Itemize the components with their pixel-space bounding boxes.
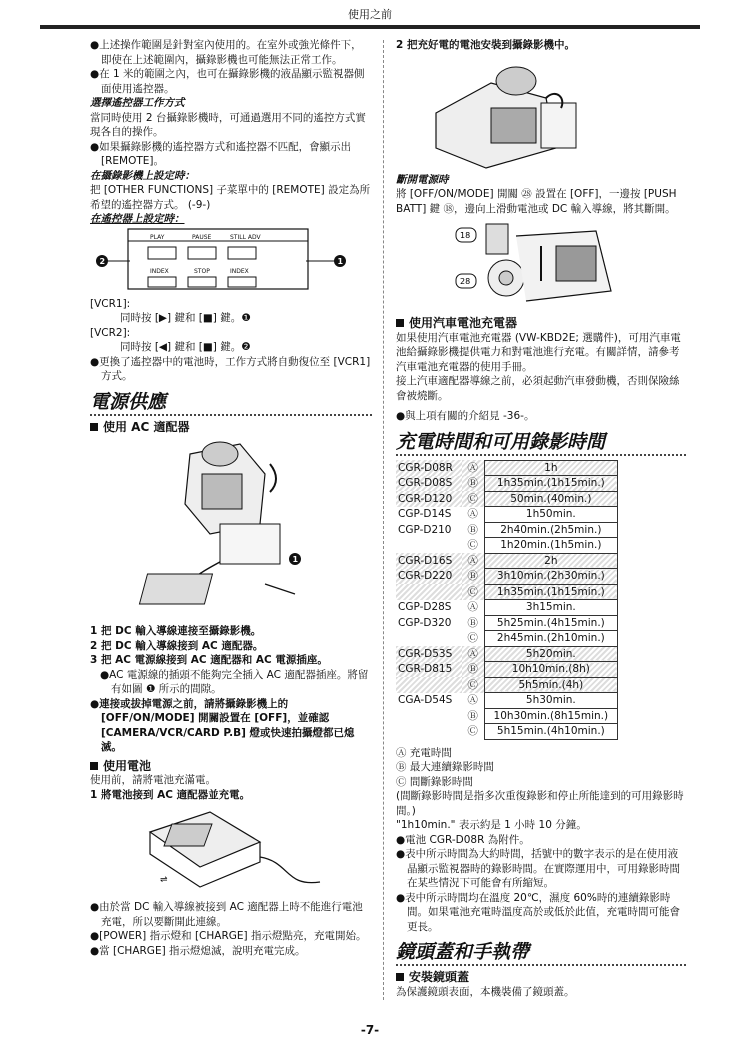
vcr1-instruction: 同時按 [▶] 鍵和 [■] 鍵。❶: [120, 312, 251, 324]
vcr2-label: [VCR2]:: [90, 326, 131, 339]
left-column: [90, 38, 372, 958]
table-row: [396, 522, 618, 538]
battery-model-cell: CGA-D54S: [398, 694, 453, 706]
para-intermittent: (間斷錄影時間是指多次重復錄影和停止所能達到的可用錄影時間。): [396, 790, 684, 817]
note-disconnect-dc: ●由於當 DC 輸入導線被接到 AC 適配器上時不能進行電池充電，所以要斷開此連線。: [90, 901, 363, 928]
battery-model-cell: [396, 708, 462, 724]
heading-on-remote: 在遙控器上設定時：: [90, 213, 185, 225]
table-row: [396, 662, 618, 678]
table-row: [396, 693, 618, 709]
table-row: [396, 553, 618, 569]
legend-intermittent: Ⓒ 間斷錄影時間: [396, 775, 473, 788]
time-type-cell: Ⓒ: [467, 539, 478, 551]
time-type-cell: Ⓑ: [467, 616, 478, 629]
square-bullet-icon: [90, 423, 98, 431]
battery-model-cell: CGR-D53S: [396, 646, 462, 662]
page-header: 使用之前: [348, 8, 392, 21]
time-type-cell: Ⓒ: [467, 632, 478, 644]
note-range: ●上述操作範圍是針對室內使用的。在室外或強光條件下，即使在上述範圍內，攝錄影機也可能無法正常工作。: [90, 39, 362, 66]
time-value-cell: 1h35min.(1h15min.): [484, 476, 617, 492]
table-row: [396, 724, 618, 740]
label-28: 28: [460, 277, 471, 286]
battery-model-cell: CGR-D815: [396, 662, 462, 678]
time-value-cell: 5h20min.: [484, 646, 617, 662]
table-row: [396, 631, 618, 647]
note-see-page: ●與上項有關的介紹見 -36-。: [396, 410, 535, 422]
note-approx: ●表中所示時間為大約時間，括號中的數字表示的是在使用液晶顯示監視器時的錄影時間。在實際運用中，可用錄影時間在某些情況下可能會有所縮短。: [396, 848, 680, 889]
para-menu-remote: 把 [OTHER FUNCTIONS] 子菜單中的 [REMOTE] 設定為所希望的遙控器方式。 (-9-): [90, 184, 371, 211]
battery-model-cell: CGR-D08S: [396, 476, 462, 492]
section-lens-cap: 鏡頭蓋和手執帶: [396, 940, 686, 966]
play-button: [228, 247, 256, 259]
step-3: 3 把 AC 電源線接到 AC 適配器和 AC 電源插座。: [90, 654, 328, 666]
time-type-cell: Ⓐ: [467, 601, 478, 613]
time-value-cell: 10h10min.(8h): [484, 662, 617, 678]
time-value-cell: 1h20min.(1h5min.): [484, 538, 617, 554]
time-value-cell: 2h40min.(2h5min.): [484, 522, 617, 538]
heading-remote-mode: 選擇遙控器工作方式: [90, 97, 185, 109]
para-disconnect: 將 [OFF/ON/MODE] 開關 ㉘ 設置在 [OFF]，一邊按 [PUSH BATT] 鍵 ⑱，邊向上滑動電池或 DC 輸入導線，將其斷開。: [396, 188, 677, 215]
column-divider: [383, 40, 384, 1000]
table-row: [396, 538, 618, 554]
remote-label-play: PLAY: [150, 233, 165, 241]
heading-use-battery: 使用電池: [90, 759, 372, 774]
remote-label-still: STILL ADV: [230, 233, 261, 241]
para-two-cameras: 當同時使用 2 台攝錄影機時，可通過選用不同的遙控方式實現各自的操作。: [90, 111, 366, 138]
table-row: [396, 476, 618, 492]
table-row: [396, 646, 618, 662]
remote-label-index1: INDEX: [150, 267, 169, 275]
time-value-cell: 5h5min.(4h): [484, 677, 617, 693]
time-value-cell: 3h10min.(2h30min.): [484, 569, 617, 585]
time-type-cell: Ⓐ: [462, 553, 485, 569]
heading-lens-cap: 安裝鏡頭蓋: [396, 970, 686, 985]
time-type-cell: Ⓑ: [462, 476, 485, 492]
time-value-cell: 10h30min.(8h15min.): [484, 708, 617, 724]
time-type-cell: Ⓑ: [467, 709, 478, 722]
square-bullet-icon: [90, 762, 98, 770]
square-bullet-icon: [396, 973, 404, 981]
time-type-cell: Ⓐ: [462, 460, 485, 476]
battery-model-cell: CGR-D08R: [396, 460, 462, 476]
battery-model-cell: CGP-D28S: [398, 601, 452, 613]
page-number: -7-: [360, 1023, 380, 1037]
vcr2-instruction: 同時按 [◀] 鍵和 [■] 鍵。❷: [120, 341, 251, 353]
table-row: [396, 600, 618, 616]
step-1: 1 把 DC 輸入導線連接至攝錄影機。: [90, 625, 262, 637]
note-charge-done: ●當 [CHARGE] 指示燈熄滅，說明充電完成。: [90, 944, 306, 957]
time-type-cell: Ⓑ: [467, 523, 478, 536]
note-lcd: ●在 1 米的範圍之內，也可在攝錄影機的液晶顯示監視器側面使用遙控器。: [90, 68, 365, 95]
battery-model-cell: CGP-D14S: [398, 508, 452, 520]
ac-adaptor-figure: [90, 434, 372, 624]
note-before-connect: ●連接或拔掉電源之前，請將攝錄影機上的 [OFF/ON/MODE] 開關設置在 [OFF]，並確認 [CAMERA/VCR/CARD P.B] 燈或快速拍攝燈都已熄滅。: [90, 697, 355, 753]
para-car-engine: 接上汽車適配器導線之前，必須起動汽車發動機，否則保險絲會被燒斷。: [396, 375, 680, 402]
table-row: [396, 507, 618, 523]
battery-model-cell: CGP-D320: [398, 616, 452, 629]
time-value-cell: 1h35min.(1h15min.): [484, 584, 617, 600]
note-battery-reset: ●更換了遙控器中的電池時，工作方式將自動復位至 [VCR1] 方式。: [90, 355, 371, 382]
remote-label-index2: INDEX: [230, 267, 249, 275]
time-type-cell: Ⓒ: [467, 725, 478, 737]
remote-control-figure: [90, 227, 372, 291]
table-row: [396, 491, 618, 507]
charger-figure: [90, 802, 372, 900]
time-value-cell: 50min.(40min.): [484, 491, 617, 507]
time-value-cell: 3h15min.: [484, 600, 617, 616]
time-type-cell: Ⓒ: [462, 677, 485, 693]
time-value-cell: 2h: [484, 553, 617, 569]
para-car-charger: 如果使用汽車電池充電器 (VW-KBD2E; 選購件)，可用汽車電池給攝錄影機提供電力和對電池進行充電。有關詳情，請參考汽車電池充電器的使用手冊。: [396, 331, 681, 373]
time-value-cell: 5h15min.(4h10min.): [484, 724, 617, 740]
time-type-cell: Ⓑ: [462, 569, 485, 585]
remote-label-pause: PAUSE: [192, 233, 212, 241]
note-plug-gap: ●AC 電源線的插頭不能夠完全插入 AC 適配器插座。將留有如圖 ❶ 所示的間隙。: [100, 668, 369, 695]
table-row: [396, 615, 618, 631]
para-example: "1h10min." 表示約是 1 小時 10 分鐘。: [396, 819, 587, 831]
battery-time-table: [396, 460, 618, 740]
time-type-cell: Ⓒ: [462, 491, 485, 507]
battery-release-figure: [396, 216, 686, 306]
battery-model-cell: CGR-D120: [396, 491, 462, 507]
time-value-cell: 5h30min.: [484, 693, 617, 709]
time-type-cell: Ⓐ: [467, 508, 478, 520]
label-18: 18: [460, 231, 471, 240]
heading-on-camera: 在攝錄影機上設定時：: [90, 169, 195, 182]
battery-model-cell: [396, 724, 462, 740]
stop-button: [188, 277, 216, 287]
note-mismatch: ●如果攝錄影機的遙控器方式和遙控器不匹配，會顯示出 [REMOTE]。: [90, 140, 352, 167]
table-row: [396, 677, 618, 693]
time-value-cell: 5h25min.(4h15min.): [484, 615, 617, 631]
step-charge: 1 將電池接到 AC 適配器並充電。: [90, 788, 251, 801]
vcr1-label: [VCR1]:: [90, 297, 131, 310]
svg-text:1: 1: [337, 256, 344, 266]
battery-model-cell: CGP-D210: [398, 523, 452, 536]
table-row: [396, 584, 618, 600]
heading-car-charger: 使用汽車電池充電器: [396, 316, 686, 331]
svg-text:⇌: ⇌: [160, 875, 168, 885]
heading-ac-adaptor: 使用 AC 適配器: [90, 420, 372, 435]
time-type-cell: Ⓒ: [462, 584, 485, 600]
legend-charge: Ⓐ 充電時間: [396, 746, 452, 759]
table-row: [396, 460, 618, 476]
note-accessory: ●電池 CGR-D08R 為附件。: [396, 833, 530, 846]
time-type-cell: Ⓑ: [462, 662, 485, 678]
table-row: [396, 569, 618, 585]
battery-attach-figure: [396, 53, 686, 173]
note-lamps-on: ●[POWER] 指示燈和 [CHARGE] 指示燈點亮，充電開始。: [90, 930, 367, 942]
square-bullet-icon: [396, 319, 404, 327]
legend-max-rec: Ⓑ 最大連續錄影時間: [396, 761, 494, 773]
battery-model-cell: [396, 631, 462, 647]
para-lens-cap: 為保護鏡頭表面，本機裝備了鏡頭蓋。: [396, 985, 575, 998]
rewind-button: [148, 247, 176, 259]
battery-model-cell: [396, 677, 462, 693]
battery-model-cell: CGR-D220: [396, 569, 462, 585]
step-attach-battery: 2 把充好電的電池安裝到攝錄影機中。: [396, 39, 575, 51]
section-power-supply: 電源供應: [90, 390, 372, 416]
table-row: [396, 708, 618, 724]
right-column: [396, 38, 686, 999]
battery-model-cell: CGR-D16S: [396, 553, 462, 569]
battery-model-cell: [396, 538, 462, 554]
heading-disconnect: 斷開電源時: [396, 173, 449, 186]
remote-label-stop: STOP: [194, 267, 210, 275]
header-rule: [40, 25, 700, 29]
step-2: 2 把 DC 輸入導線接到 AC 適配器。: [90, 639, 264, 652]
battery-model-cell: [396, 584, 462, 600]
svg-text:2: 2: [99, 256, 106, 266]
time-value-cell: 1h50min.: [484, 507, 617, 523]
note-temperature: ●表中所示時間均在溫度 20℃，濕度 60%時的連續錄影時間。如果電池充電時溫度高於或低於此值，充電時間可能會更長。: [396, 891, 680, 933]
para-charge-first: 使用前，請將電池充滿電。: [90, 774, 216, 786]
time-type-cell: Ⓐ: [462, 646, 485, 662]
pause-button: [188, 247, 216, 259]
section-charging-time: 充電時間和可用錄影時間: [396, 430, 686, 456]
svg-text:1: 1: [292, 555, 299, 564]
time-value-cell: 2h45min.(2h10min.): [484, 631, 617, 647]
time-value-cell: 1h: [484, 460, 617, 476]
time-type-cell: Ⓐ: [467, 694, 478, 706]
